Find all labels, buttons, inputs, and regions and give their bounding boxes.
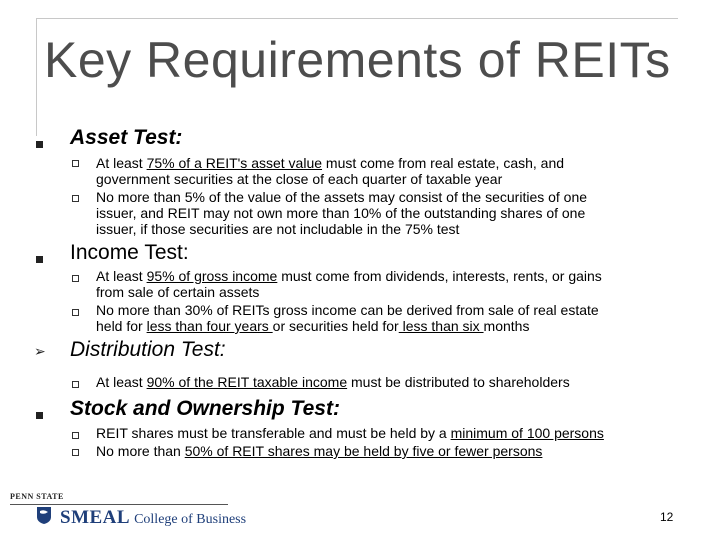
distribution-item-pre: At least	[96, 374, 147, 390]
frame-top-line	[36, 18, 678, 19]
stock-item-2	[96, 443, 706, 459]
sub-bullet-icon	[72, 160, 79, 167]
stock-item-2-pre: No more than	[96, 443, 185, 459]
asset-item-2	[96, 189, 696, 237]
footer-rule	[10, 504, 228, 505]
page-number: 12	[660, 510, 674, 524]
income-item-1-underlined: 95% of gross income	[146, 268, 278, 284]
college-of-business: College of Business	[134, 512, 247, 527]
asset-item-1-underlined: 75% of a REIT's asset value	[146, 155, 323, 171]
slide-title: Key Requirements of REITs	[44, 32, 671, 88]
arrow-bullet-icon: ➢	[34, 343, 46, 359]
distribution-item	[96, 374, 696, 390]
asset-item-1-line2: government securities at the close of each quarter of taxable year	[96, 171, 503, 187]
asset-item-2-line2: issuer, and REIT may not own more than 10% of the outstanding shares of one	[96, 205, 586, 221]
income-item-2	[96, 302, 696, 334]
sub-bullet-icon	[72, 275, 79, 282]
frame-left-line	[36, 18, 37, 136]
bullet-square-icon	[36, 141, 43, 148]
asset-item-2-line3: issuer, if those securities are not includable in the 75% test	[96, 221, 460, 237]
sub-bullet-icon	[72, 432, 79, 439]
penn-state-smeal-logo	[10, 492, 247, 528]
smeal-name: SMEAL	[60, 507, 131, 528]
income-item-2-line1: No more than 30% of REITs gross income can be derived from sale of real estate	[96, 302, 599, 318]
sub-bullet-icon	[72, 195, 79, 202]
bullet-square-icon	[36, 256, 43, 263]
distribution-item-post: must be distributed to shareholders	[347, 374, 570, 390]
income-item-1	[96, 268, 696, 300]
asset-item-1-pre: At least	[96, 155, 147, 171]
income-item-2-pre: held for	[96, 318, 147, 334]
bullet-square-icon	[36, 412, 43, 419]
sub-bullet-icon	[72, 309, 79, 316]
income-test-heading: Income Test:	[70, 241, 189, 264]
stock-ownership-test-heading: Stock and Ownership Test:	[70, 397, 340, 420]
stock-item-2-underlined: 50% of REIT shares may be held by five or fewer persons	[184, 443, 543, 459]
distribution-item-underlined: 90% of the REIT taxable income	[146, 374, 348, 390]
asset-test-heading: Asset Test:	[70, 126, 183, 149]
asset-item-2-line1: No more than 5% of the value of the assets may consist of the securities of one	[96, 189, 588, 205]
income-item-2-post: months	[483, 318, 530, 334]
income-item-2-mid: or securities held for	[272, 318, 399, 334]
income-item-2-underlined-2: less than six	[398, 318, 484, 334]
income-item-2-underlined-1: less than four years	[146, 318, 273, 334]
smeal-college-label	[60, 507, 246, 529]
stock-item-1	[96, 425, 706, 441]
stock-item-1-pre: REIT shares must be transferable and must be held by a	[96, 425, 451, 441]
distribution-test-heading: Distribution Test:	[70, 338, 226, 361]
income-item-1-post: must come from dividends, interests, rents, or gains	[277, 268, 602, 284]
income-item-1-line2: from sale of certain assets	[96, 284, 260, 300]
penn-state-shield-icon	[36, 506, 52, 525]
stock-item-1-underlined: minimum of 100 persons	[450, 425, 604, 441]
sub-bullet-icon	[72, 449, 79, 456]
sub-bullet-icon	[72, 381, 79, 388]
penn-state-wordmark: PENN STATE	[10, 492, 64, 501]
income-item-1-pre: At least	[96, 268, 147, 284]
asset-item-1-post: must come from real estate, cash, and	[322, 155, 565, 171]
asset-item-1	[96, 155, 696, 187]
